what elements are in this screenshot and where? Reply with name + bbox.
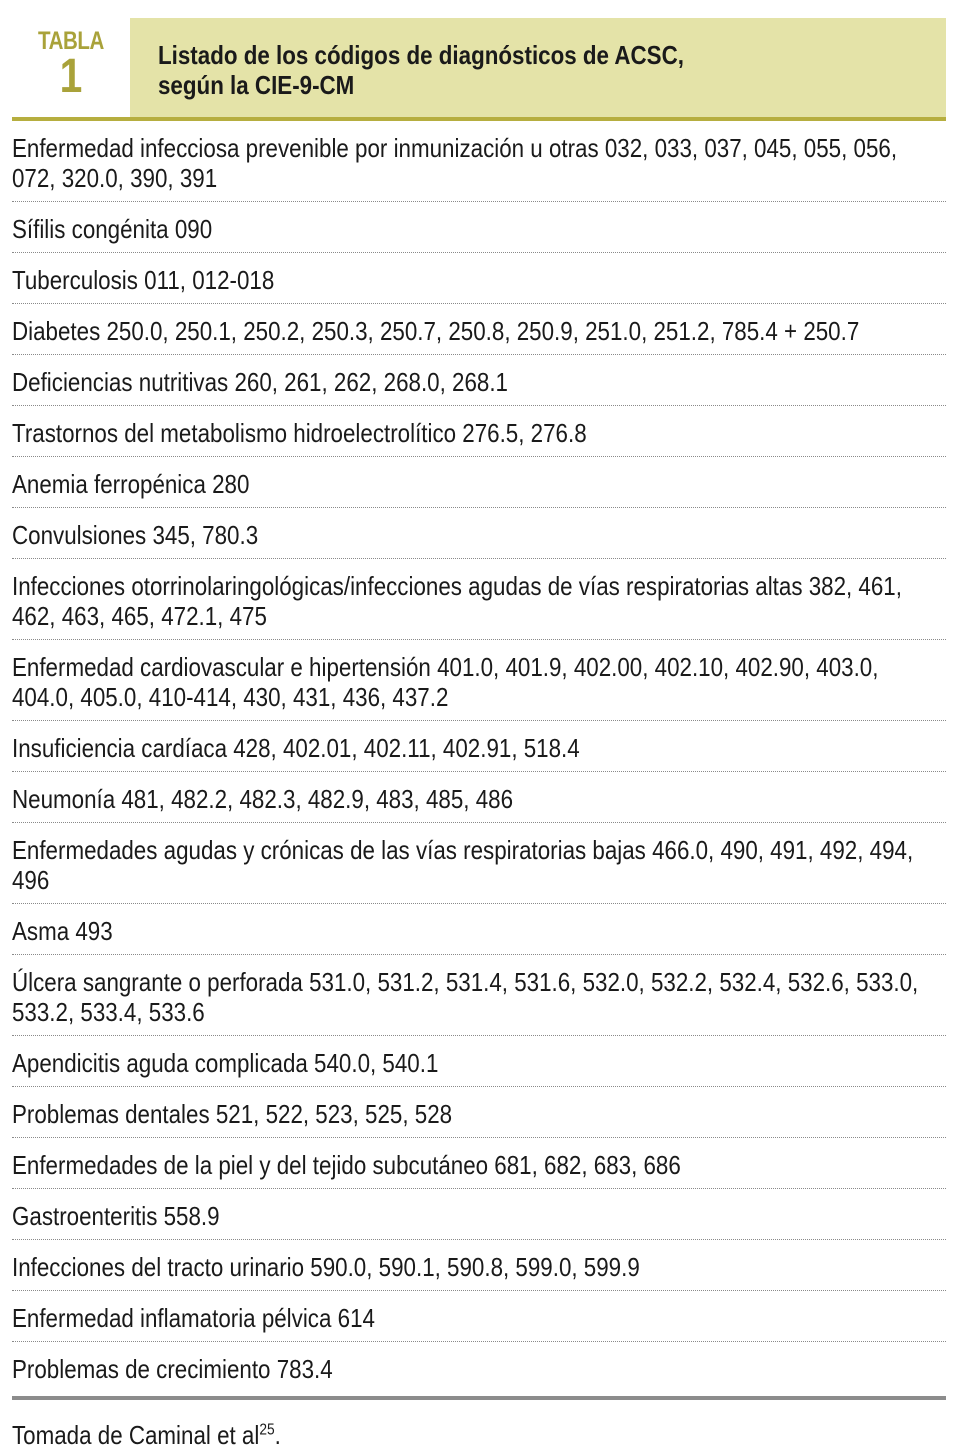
- table-row: [12, 955, 946, 1036]
- bottom-divider: [12, 1396, 946, 1400]
- row-text: Trastornos del metabolismo hidroelectrolítico 276.5, 276.8: [12, 418, 587, 448]
- row-text: Enfermedades agudas y crónicas de las vías respiratorias bajas 466.0, 490, 491, 492, 494, 496: [12, 835, 914, 895]
- row-text: Neumonía 481, 482.2, 482.3, 482.9, 483, 485, 486: [12, 784, 514, 814]
- table-row: [12, 202, 946, 253]
- table-row: [12, 772, 946, 823]
- source-suffix: .: [274, 1420, 281, 1450]
- row-text: Sífilis congénita 090: [12, 214, 213, 244]
- table-row: [12, 559, 946, 640]
- table-row: [12, 721, 946, 772]
- row-text: Problemas dentales 521, 522, 523, 525, 528: [12, 1099, 453, 1129]
- row-text: Gastroenteritis 558.9: [12, 1201, 220, 1231]
- row-text: Enfermedad inflamatoria pélvica 614: [12, 1303, 375, 1333]
- row-text: Insuficiencia cardíaca 428, 402.01, 402.11, 402.91, 518.4: [12, 733, 580, 763]
- table-title: Listado de los códigos de diagnósticos de ACSC, según la CIE-9-CM: [158, 40, 684, 100]
- table-row: [12, 1087, 946, 1138]
- row-text: Enfermedades de la piel y del tejido subcutáneo 681, 682, 683, 686: [12, 1150, 681, 1180]
- table-row: [12, 640, 946, 721]
- row-text: Infecciones del tracto urinario 590.0, 590.1, 590.8, 599.0, 599.9: [12, 1252, 640, 1282]
- row-text: Convulsiones 345, 780.3: [12, 520, 259, 550]
- table-title-band: [130, 18, 946, 117]
- table-row: [12, 1138, 946, 1189]
- table-row: [12, 253, 946, 304]
- table-row: [12, 457, 946, 508]
- table-tag: [12, 18, 130, 117]
- source-text: Tomada de Caminal et al: [12, 1420, 260, 1450]
- table-tag-word: TABLA: [38, 27, 104, 55]
- table-tag-number: 1: [59, 50, 83, 103]
- table-source-note: [12, 1420, 815, 1450]
- row-text: Deficiencias nutritivas 260, 261, 262, 268.0, 268.1: [12, 367, 508, 397]
- table-row: [12, 1240, 946, 1291]
- table-row: [12, 508, 946, 559]
- row-text: Úlcera sangrante o perforada 531.0, 531.2, 531.4, 531.6, 532.0, 532.2, 532.4, 532.6, 533.0, 533.2, 533.4, 533.6: [12, 967, 919, 1027]
- row-text: Anemia ferropénica 280: [12, 469, 250, 499]
- row-text: Apendicitis aguda complicada 540.0, 540.1: [12, 1048, 439, 1078]
- table-row: [12, 406, 946, 457]
- row-text: Asma 493: [12, 916, 113, 946]
- diagnosis-code-list: [12, 121, 946, 1392]
- table-row: [12, 1291, 946, 1342]
- table-row: [12, 1189, 946, 1240]
- row-text: Diabetes 250.0, 250.1, 250.2, 250.3, 250.7, 250.8, 250.9, 251.0, 251.2, 785.4 + 250.7: [12, 316, 860, 346]
- row-text: Enfermedad cardiovascular e hipertensión 401.0, 401.9, 402.00, 402.10, 402.90, 403.0, 404.0, 405.0, 410-414, 430, 431, 436, 437.2: [12, 652, 879, 712]
- table-header: [12, 18, 946, 117]
- table-1: [12, 18, 946, 1450]
- table-row: [12, 355, 946, 406]
- table-row: [12, 121, 946, 202]
- table-row: [12, 823, 946, 904]
- table-row: [12, 1036, 946, 1087]
- row-text: Tuberculosis 011, 012-018: [12, 265, 275, 295]
- row-text: Infecciones otorrinolaringológicas/infecciones agudas de vías respiratorias altas 382, 461, 462, 463, 465, 472.1, 475: [12, 571, 902, 631]
- row-text: Enfermedad infecciosa prevenible por inmunización u otras 032, 033, 037, 045, 055, 056, 072, 320.0, 390, 391: [12, 133, 898, 193]
- source-reference: 25: [259, 1421, 275, 1439]
- table-row: [12, 304, 946, 355]
- table-row: [12, 1342, 946, 1392]
- table-row: [12, 904, 946, 955]
- row-text: Problemas de crecimiento 783.4: [12, 1354, 333, 1384]
